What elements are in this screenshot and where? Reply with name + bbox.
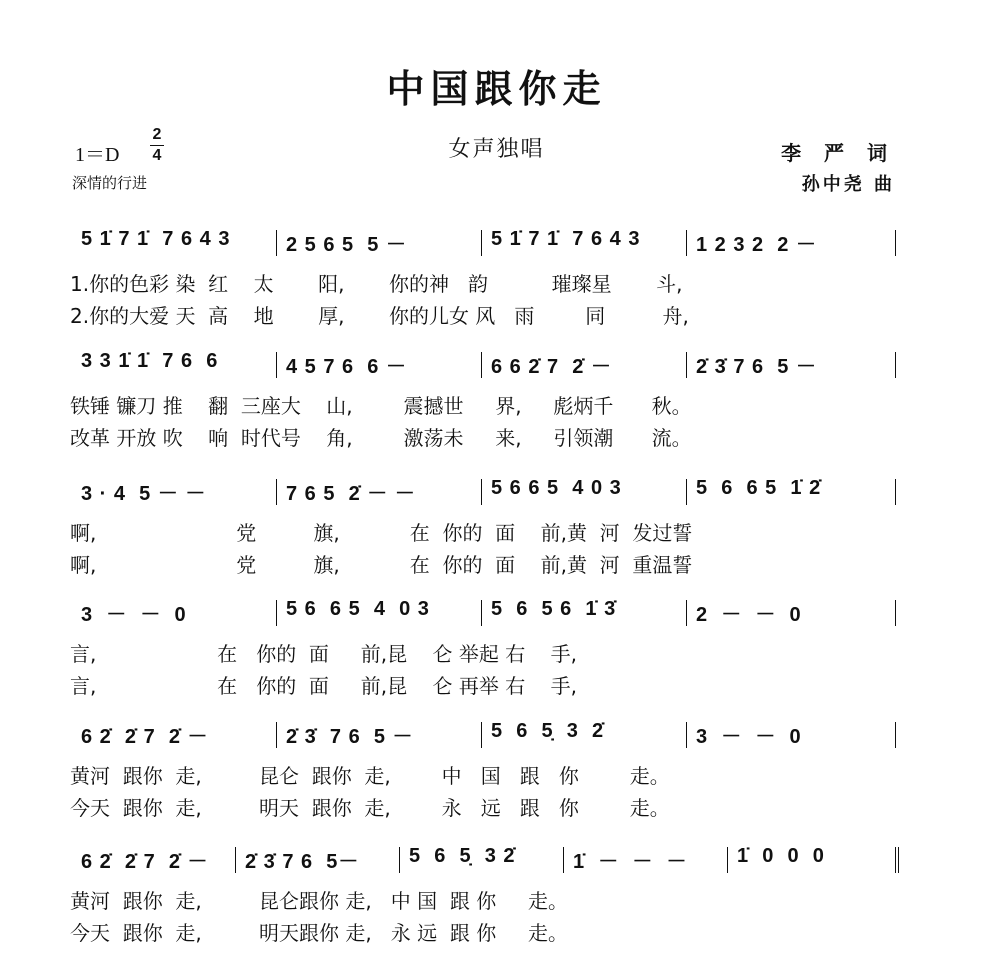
measure: 6 2̇ 2̇ 7 2̇ － <box>81 726 209 748</box>
bar-line <box>235 847 236 873</box>
lyric-verse-2: 今天 跟你 走, 明天 跟你 走, 永 远 跟 你 走。 <box>70 796 670 820</box>
notation-line <box>0 477 993 517</box>
lyric-verse-1: 铁锤 镰刀 推 翻 三座大 山, 震撼世 界, 彪炳千 秋。 <box>70 394 692 418</box>
key-signature: 1＝D <box>75 144 120 166</box>
bar-line <box>895 600 896 626</box>
measure: 5 6 5 6 1̇ 3̇ <box>491 598 617 620</box>
bar-line <box>481 230 482 256</box>
measure: 6 2̇ 2̇ 7 2̇ － <box>81 851 209 873</box>
lyricist-credit: 李 严 词 <box>781 141 895 165</box>
measure: 1̇ 0 0 0 <box>737 845 825 867</box>
measure: 3 3 1̇ 1̇ 7 6 6 <box>81 350 219 372</box>
measure: 5 1̇ 7 1̇ 7 6 4 3 <box>81 228 231 250</box>
score-system <box>0 228 993 348</box>
lyric-verse-1: 1.你的色彩 染 红 太 阳, 你的神 韵 璀璨星 斗, <box>70 272 683 296</box>
measure: 2̇ 3̇ 7 6 5 － <box>696 356 817 378</box>
score-system <box>0 350 993 470</box>
measure: 5 6 5̣ 3 2̇ <box>491 720 605 742</box>
bar-line <box>686 600 687 626</box>
score-system <box>0 845 993 965</box>
notation-line <box>0 845 993 885</box>
bar-line <box>276 230 277 256</box>
score-system <box>0 598 993 718</box>
lyric-verse-2: 2.你的大爱 天 高 地 厚, 你的儿女 风 雨 同 舟, <box>70 304 689 328</box>
measure: 6 6 2̇ 7 2̇ － <box>491 356 612 378</box>
bar-line <box>895 722 896 748</box>
measure: 2̇ 3̇ 7 6 5 － <box>286 726 414 748</box>
measure: 2̇ 3̇ 7 6 5－ <box>245 851 360 873</box>
score-system <box>0 477 993 597</box>
bar-line <box>686 479 687 505</box>
measure: 5 6 6 5 1̇ 2̇ <box>696 477 822 499</box>
final-bar-line <box>895 847 899 873</box>
lyric-verse-2: 改革 开放 吹 响 时代号 角, 激荡未 来, 引领潮 流。 <box>70 426 692 450</box>
measure: 3 · 4 5 － － <box>81 483 207 505</box>
lyric-verse-1: 啊, 党 旗, 在 你的 面 前,黄 河 发过誓 <box>70 521 693 545</box>
bar-line <box>276 352 277 378</box>
lyric-verse-2: 今天 跟你 走, 明天跟你 走, 永 远 跟 你 走。 <box>70 921 569 945</box>
bar-line <box>686 230 687 256</box>
measure: 1 2 3 2 2 － <box>696 234 817 256</box>
score-system <box>0 720 993 840</box>
bar-line <box>895 352 896 378</box>
notation-line <box>0 598 993 638</box>
measure: 1̇ － － － <box>573 851 688 873</box>
song-title: 中国跟你走 <box>386 66 607 111</box>
measure: 5 6 6 5 4 0 3 <box>286 598 430 620</box>
bar-line <box>481 600 482 626</box>
lyric-verse-2: 言, 在 你的 面 前,昆 仑 再举 右 手, <box>70 674 578 698</box>
bar-line <box>895 479 896 505</box>
bar-line <box>727 847 728 873</box>
bar-line <box>276 600 277 626</box>
performance-type: 女声独唱 <box>448 137 545 162</box>
tempo-marking: 深情的行进 <box>72 174 148 192</box>
notation-line <box>0 228 993 268</box>
measure: 2 － － 0 <box>696 604 802 626</box>
lyric-verse-1: 言, 在 你的 面 前,昆 仑 举起 右 手, <box>70 642 578 666</box>
composer-credit: 孙中尧 曲 <box>801 174 895 195</box>
notation-line <box>0 720 993 760</box>
notation-line <box>0 350 993 390</box>
lyric-verse-1: 黄河 跟你 走, 昆仑 跟你 走, 中 国 跟 你 走。 <box>70 764 670 788</box>
lyric-verse-1: 黄河 跟你 走, 昆仑跟你 走, 中 国 跟 你 走。 <box>70 889 569 913</box>
bar-line <box>276 479 277 505</box>
bar-line <box>276 722 277 748</box>
measure: 4 5 7 6 6 － <box>286 356 407 378</box>
measure: 3 － － 0 <box>696 726 802 748</box>
measure: 7 6 5 2̇ － － <box>286 483 416 505</box>
measure: 5 6 5̣ 3 2̇ <box>409 845 516 867</box>
measure: 5 1̇ 7 1̇ 7 6 4 3 <box>491 228 641 250</box>
bar-line <box>895 230 896 256</box>
bar-line <box>481 479 482 505</box>
measure: 2 5 6 5 5 － <box>286 234 407 256</box>
bar-line <box>686 352 687 378</box>
bar-line <box>399 847 400 873</box>
measure: 3 － － 0 <box>81 604 187 626</box>
bar-line <box>563 847 564 873</box>
bar-line <box>481 722 482 748</box>
time-signature-top: 2 <box>152 126 162 143</box>
bar-line <box>686 722 687 748</box>
bar-line <box>481 352 482 378</box>
lyric-verse-2: 啊, 党 旗, 在 你的 面 前,黄 河 重温誓 <box>70 553 693 577</box>
measure: 5 6 6 5 4 0 3 <box>491 477 622 499</box>
time-signature-bottom: 4 <box>152 147 162 164</box>
